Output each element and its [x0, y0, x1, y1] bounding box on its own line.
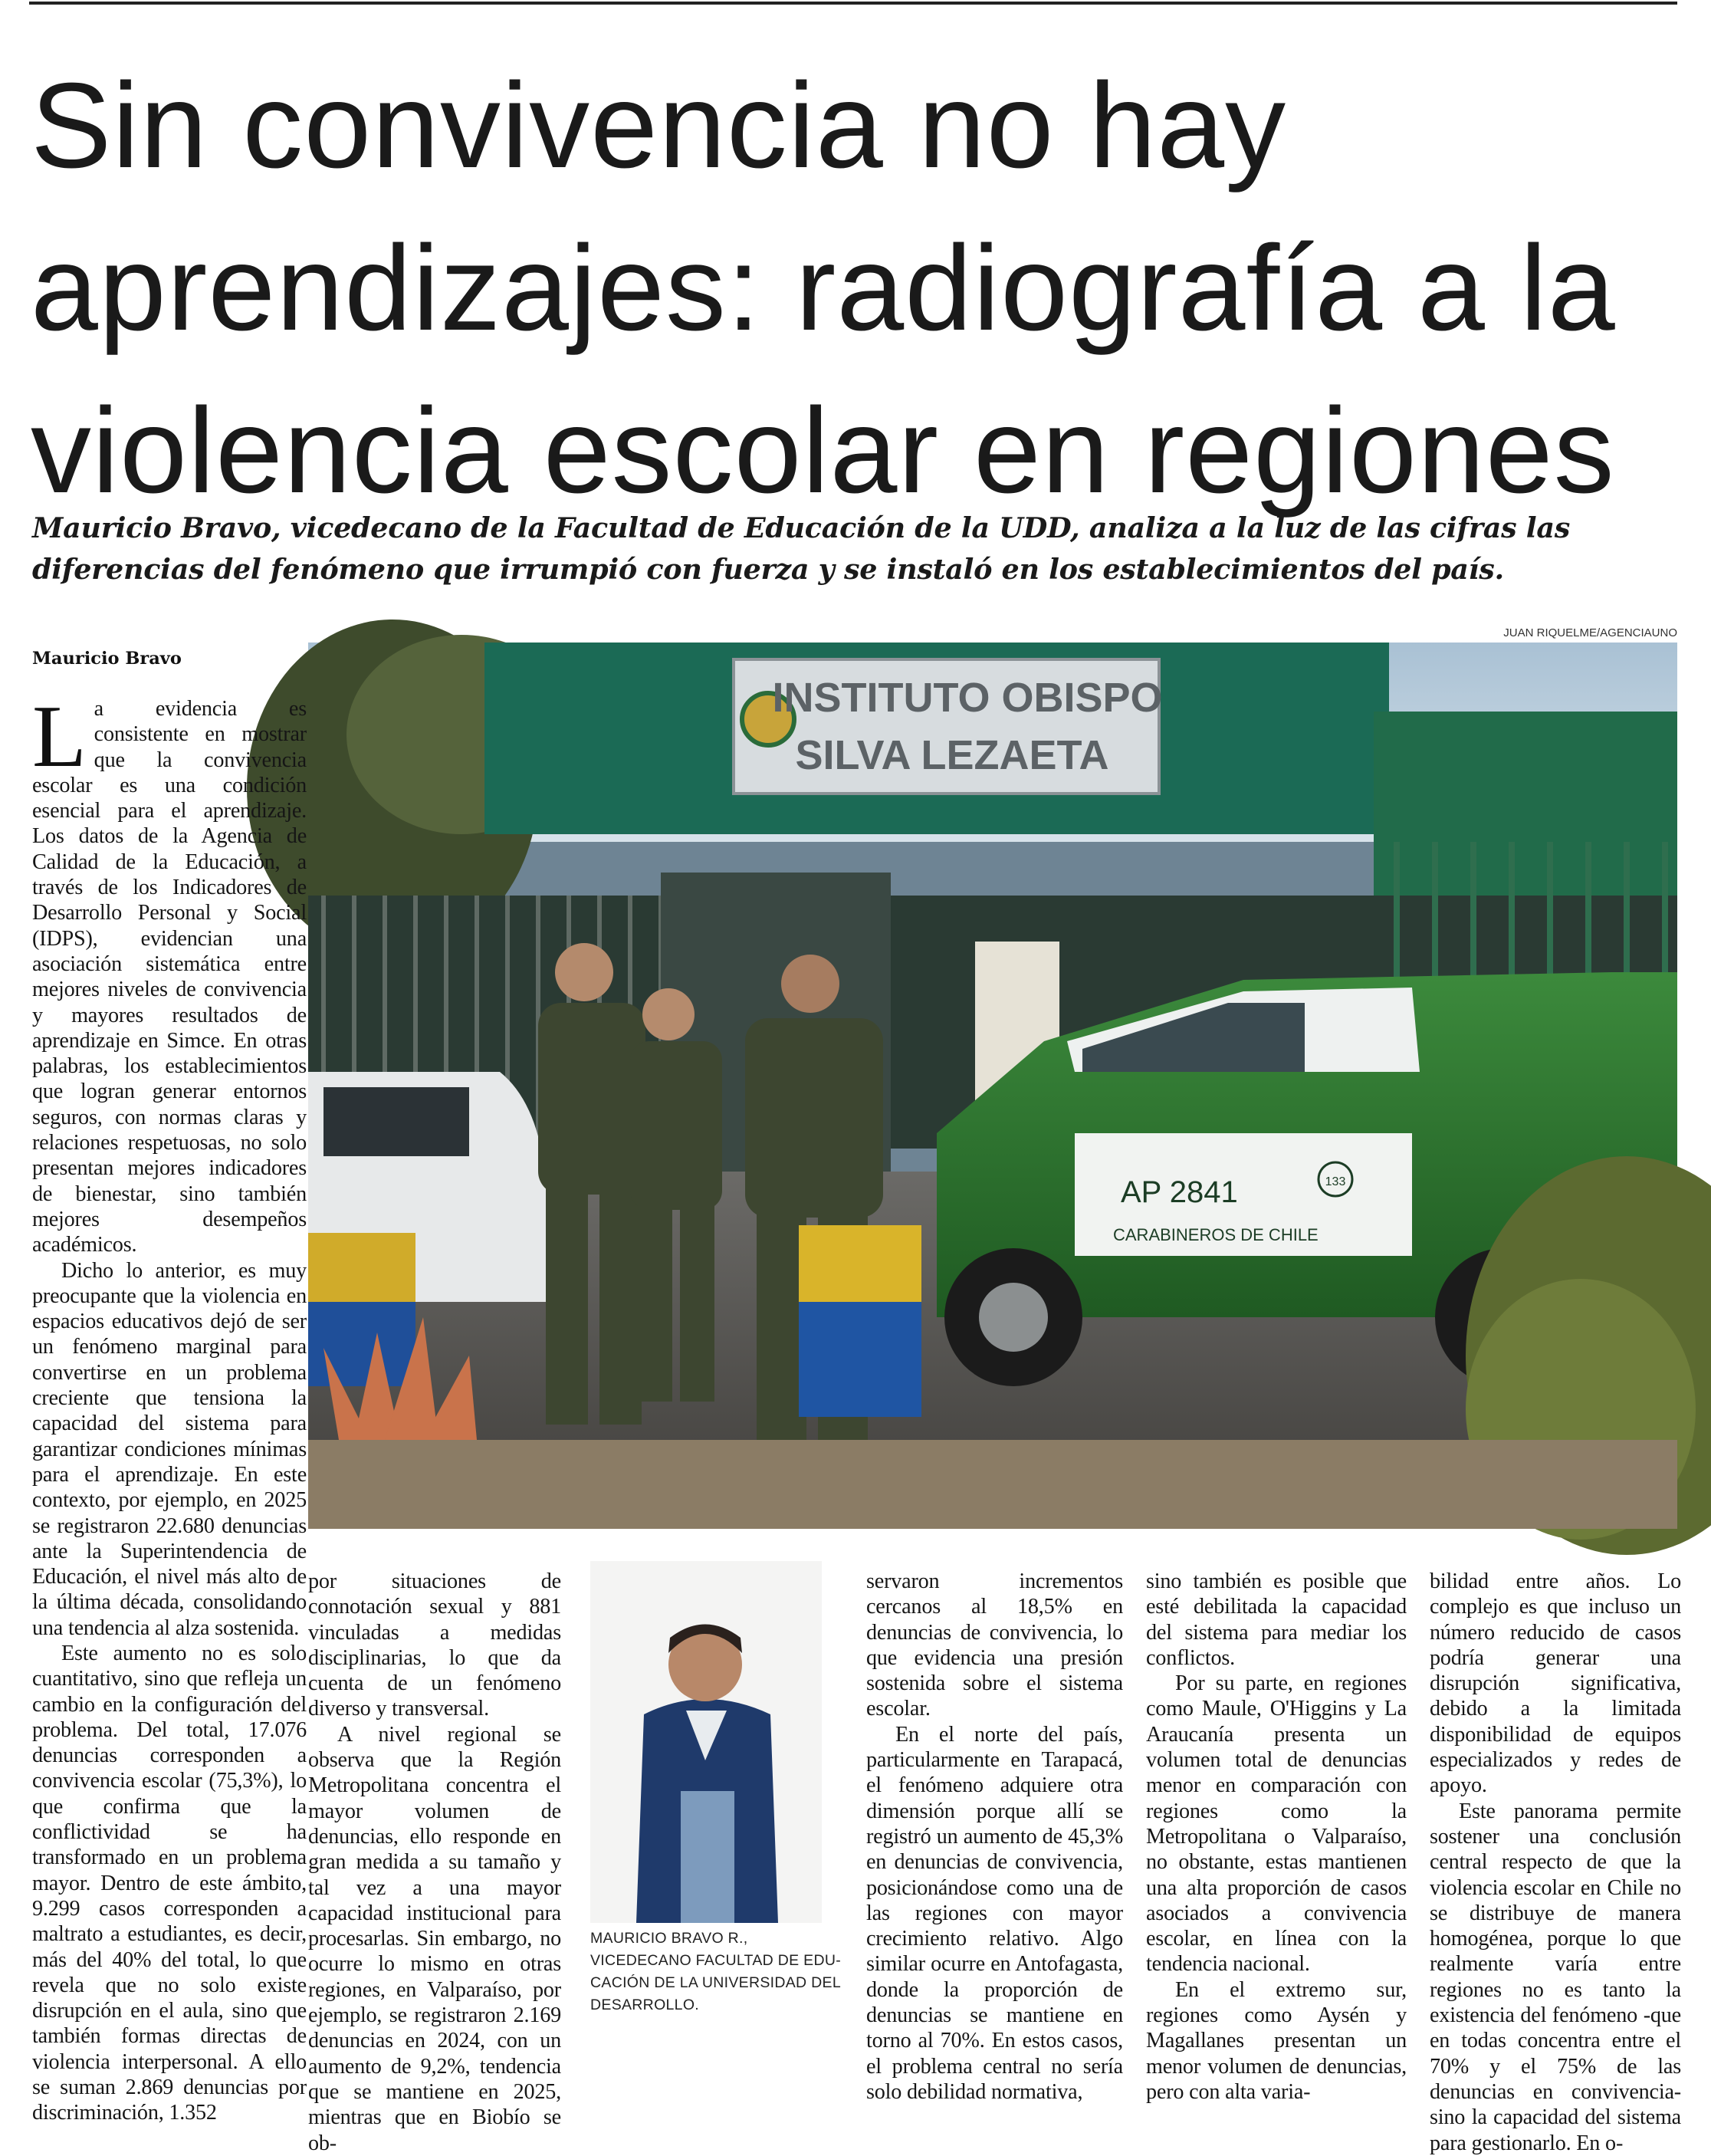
body-column-5: [1430, 1569, 1681, 2156]
headline-line-2: aprendizajes: radiografía a la: [31, 221, 1616, 356]
paragraph-1-text: a evidencia es consistente en mostrar que la convivencia escolar es una condición esencial para el aprendizaje. Los datos de la Agencia de Calidad de la Educación, a través de los Indicadores de Desarrollo Personal y Social (IDPS), evidencian una asociación sistemática entre mejores niveles de convivencia y mayores resultados de aprendizaje en Simce. En otras palabras, los establecimientos que logran generar entornos seguros, con normas claras y relaciones respetuosas, no solo presentan mejores indicadores de bienestar, sino también mejores desempeños académicos.: [32, 697, 307, 1257]
paragraph-1: [32, 688, 307, 1258]
top-rule: [29, 2, 1677, 5]
paragraph-2: Dicho lo anterior, es muy preocupante que la violencia en espacios educativos dejó de ser un fenómeno marginal para convertirse en un problema creciente que tensiona la capacidad del sistema para garantizar condiciones mínimas para el aprendizaje. En este contexto, por ejemplo, en 2025 se registraron 22.680 denuncias ante la Superintendencia de Educación, el nivel más alto de la última década, consolidando una tendencia al alza sostenida.: [32, 1258, 307, 1640]
sign-line-1: INSTITUTO OBISPO: [772, 675, 1163, 721]
paragraph-5: En el norte del país, particularmente en Tarapacá, el fenómeno adquiere otra dimensión porque allí se registró un aumento de 45,3% en denuncias de convivencia, posicionándose como una de las regiones con mayor crecimiento relativo. Algo similar ocurre en Antofagasta, donde la proporción de denuncias se mantiene en torno al 70%. En estos casos, el problema central no sería solo debilidad normativa,: [866, 1722, 1123, 2104]
caption-line-4: DESARROLLO.: [590, 1997, 700, 2013]
headline-line-1: Sin convivencia no hay: [31, 58, 1287, 193]
caption-line-1: MAURICIO BRAVO R.,: [590, 1930, 748, 1947]
body-column-2: [308, 1569, 561, 2156]
caption-line-3: CACIÓN DE LA UNIVERSIDAD DEL: [590, 1974, 841, 1991]
deck-subtitle: Mauricio Bravo, vicedecano de la Facultad de Educación de la UDD, analiza a la luz de las cifras las diferencias del fenómeno que irrumpió con fuerza y se instaló en los establecimientos del país.: [32, 511, 1570, 586]
paragraph-7: En el extremo sur, regiones como Aysén y Magallanes presentan un menor volumen de denuncias, pero con alta varia-: [1146, 1977, 1407, 2104]
paragraph-8: Este panorama permite sostener una conclusión central respecto de que la violencia escolar en Chile no se distribuye de manera homogénea, porque lo que realmente varía entre regiones no es tanto la existencia del fenómeno -que en todas concentra entre el 70% y el 75% de las denuncias en convivencia- sino la capacidad del sistema para gestionarlo. En o-: [1430, 1799, 1681, 2155]
paragraph-6: Por su parte, en regiones como Maule, O'Higgins y La Araucanía presenta un volumen total de denuncias menor en comparación con regiones como la Metropolitana o Valparaíso, no obstante, estas mantienen una alta proporción de casos asociados a convivencia escolar, en línea con la tendencia nacional.: [1146, 1671, 1407, 1977]
headline-line-3: violencia escolar en regiones: [31, 383, 1615, 518]
portrait-photo: [590, 1561, 822, 1923]
paragraph-4: A nivel regional se observa que la Región Metropolitana concentra el mayor volumen de denuncias, ello responde en gran medida a su tamaño y tal vez a una mayor capacidad institucional para procesarlas. Sin embargo, no ocurre lo mismo en otras regiones, en Valparaíso, por ejemplo, se registraron 2.169 denuncias en 2024, con un aumento de 9,2%, tendencia que se mantiene en 2025, mientras que en Biobío se ob-: [308, 1722, 561, 2155]
paragraph-5-continued: sino también es posible que esté debilitada la capacidad del sistema para mediar los conflictos.: [1146, 1569, 1407, 1670]
paragraph-7-continued: bilidad entre años. Lo complejo es que incluso un número reducido de casos podría generar una disrupción significativa, debido a la limitada disponibilidad de equipos especializados y redes de apoyo.: [1430, 1569, 1681, 1798]
paragraph-3: Este aumento no es solo cuantitativo, sino que refleja un cambio en la configuración del problema. Del total, 17.076 denuncias corresponden a convivencia escolar (75,3%), lo que confirma que la conflictividad se ha transformado en un problema mayor. Dentro de este ámbito, 9.299 casos corresponden a maltrato a estudiantes, es decir, más del 40% del total, lo que revela que no solo existe disrupción en el aula, sino que también formas directas de violencia interpersonal. A ello se suman 2.869 denuncias por discriminación, 1.352: [32, 1641, 307, 2125]
truck-plate: AP 2841: [1121, 1175, 1238, 1209]
main-photo: [308, 643, 1677, 1529]
truck-label: CARABINEROS DE CHILE: [1113, 1225, 1319, 1244]
headline: [31, 44, 1702, 532]
drop-cap: L: [32, 688, 87, 786]
caption-line-2: VICEDECANO FACULTAD DE EDU-: [590, 1952, 842, 1969]
photo-credit: JUAN RIQUELME/AGENCIAUNO: [1503, 626, 1677, 639]
paragraph-3-continued: por situaciones de connotación sexual y 881 vinculadas a medidas disciplinarias, lo que da cuenta de un fenómeno diverso y transversal.: [308, 1569, 561, 1721]
truck-number: 133: [1325, 1175, 1346, 1188]
body-column-1: [32, 688, 307, 2126]
body-column-3: [866, 1569, 1123, 2105]
sign-line-2: SILVA LEZAETA: [795, 732, 1109, 778]
paragraph-4-continued: servaron incrementos cercanos al 18,5% en denuncias de convivencia, lo que evidencia una presión sostenida sobre el sistema escolar.: [866, 1569, 1123, 1721]
body-column-4: [1146, 1569, 1407, 2105]
byline: Mauricio Bravo: [32, 649, 182, 669]
portrait-caption: [590, 1928, 843, 2016]
